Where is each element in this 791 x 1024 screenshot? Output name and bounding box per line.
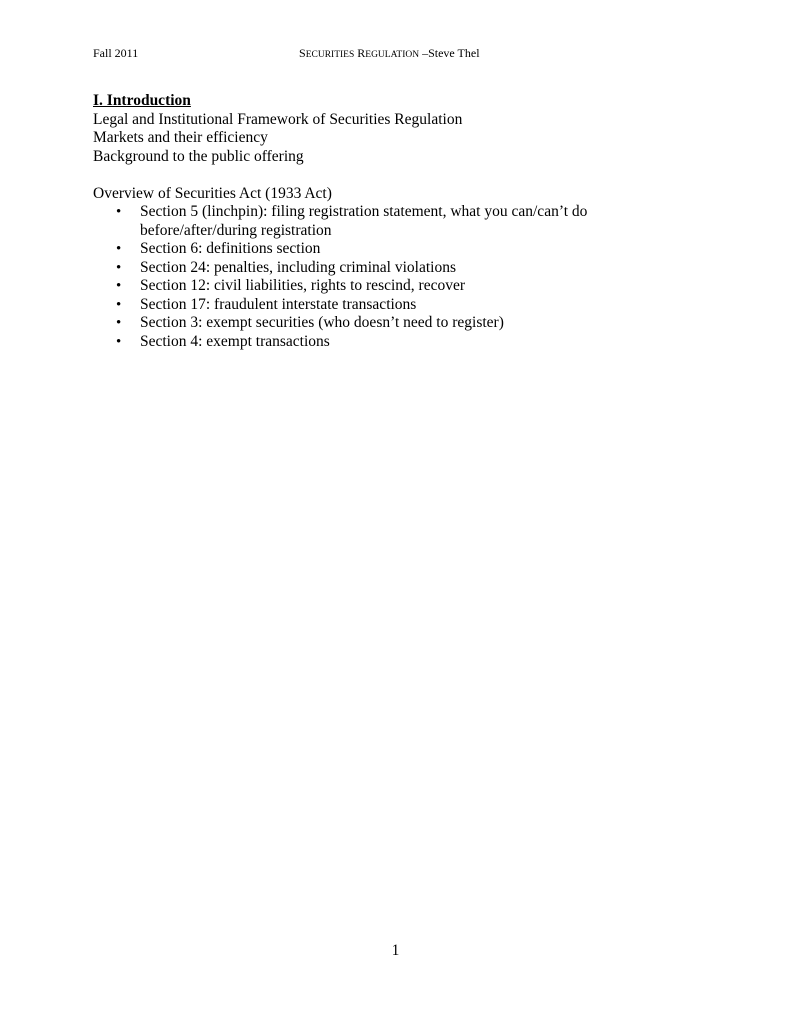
header-term: Fall 2011 <box>93 46 139 60</box>
main-content <box>93 92 653 351</box>
bullet-icon: • <box>116 333 122 350</box>
list-item-text: Section 17: fraudulent interstate transactions <box>140 295 417 313</box>
overview-title: Overview of Securities Act (1933 Act) <box>93 184 332 202</box>
bullet-list <box>93 203 653 351</box>
list-item-text: Section 5 (linchpin): filing registration statement, what you can/can’t do before/after/during registration <box>140 203 588 239</box>
bullet-icon: • <box>116 204 122 220</box>
topic-line: Markets and their efficiency <box>93 129 268 146</box>
list-item-text: Section 24: penalties, including criminal violations <box>140 258 456 276</box>
bullet-icon: • <box>116 278 122 294</box>
list-item <box>93 296 653 315</box>
bullet-icon: • <box>116 315 122 331</box>
course-title-part: ECURITIES <box>305 50 355 60</box>
topic-line: Legal and Institutional Framework of Securities Regulation <box>93 110 463 128</box>
list-item <box>93 240 653 259</box>
course-title-part: S <box>299 46 306 60</box>
section-heading: I. Introduction <box>93 92 191 109</box>
bullet-icon: • <box>116 259 122 276</box>
list-item <box>93 203 653 240</box>
list-item <box>93 259 653 278</box>
course-title-part: –Steve Thel <box>419 46 480 60</box>
list-item-text: Section 4: exempt transactions <box>140 332 330 350</box>
paragraph-spacer <box>93 166 653 185</box>
list-item-text: Section 3: exempt securities (who doesn’t need to register) <box>140 314 504 331</box>
course-title-part: R <box>354 46 366 60</box>
course-title-part: EGULATION <box>365 50 420 60</box>
list-item <box>93 277 653 296</box>
list-item-text: Section 6: definitions section <box>140 240 321 257</box>
header-course-title <box>299 46 480 62</box>
topic-line: Background to the public offering <box>93 147 304 165</box>
page-number: 1 <box>391 942 400 959</box>
list-item-text: Section 12: civil liabilities, rights to rescind, recover <box>140 277 465 294</box>
page-header <box>93 46 791 62</box>
list-item <box>93 333 653 352</box>
bullet-icon: • <box>116 296 122 313</box>
bullet-icon: • <box>116 241 122 257</box>
list-item <box>93 314 653 333</box>
